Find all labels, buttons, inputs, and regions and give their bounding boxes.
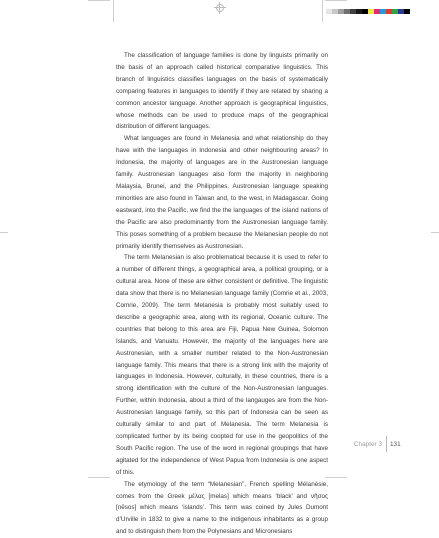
color-swatch [404,9,410,14]
page-number: 131 [390,441,401,448]
paragraph-3: The term Melanesian is also problematical because it is used to refer to a number of different things, a geographical area, a political grouping, or a cultural area. None of these are either consistent or definitive. The linguistic data show that there is no Melanesian language family (Comrie et al., 2003, Comrie, 2009). The term Melanesia is probably most suitably used to describe a geographic area, along with its regional, Oceanic culture. The countries that belong to this area are Fiji, Papua New Guinea, Solomon Islands, and Vanuatu. However, the majority of the languages here are Austronesian, with a smaller number related to the Non-Austronesian language family. This means that there is a strong link with the majority of languages in Indonesia. However, culturally, in these countries, there is a strong identification with the culture of the Non-Austronesian languages. Further, within Indonesia, about a third of the langauges are from the Non-Austronesian language family, so this part of Indonesia can be seen as culturally similar to and part of Melanesia. The term Melanesia is complicated further by its being coopted for use in the geopolitics of the South Pacific region. The use of the word in regional groupings that have agitated for the independence of West Papua from Indonesia is one aspect of this. [116,254,328,476]
crop-mark-middle-left [0,232,8,233]
print-color-bar [326,9,410,14]
crop-mark-top-left-vertical [113,0,114,22]
crop-mark-top-right-vertical [322,0,323,22]
crop-mark-middle-right [431,232,439,233]
paragraph-1: The classification of language families is done by linguists primarily on the basis of an approach called historical comparative linguistics. This branch of linguistics classifies languages on the basis of systematically comparing features in languages to identify if they are related by sharing a common ancestor language. Another approach is geographical linguistics, whose methods can be used to produce maps of the geographical distribution of different languages. [116,52,328,131]
paragraph-4: The etymology of the term “Melanesian”, French spelling Mélanésie, comes from the Greek μέλας [melas] which means ‘black’ and νῆσος [nēsos] which means ‘islands’. This term was coined by Jules Dumont d’Urville in 1832 to give a name to the indigenous inhabitants as a group and to distinguish them from the Polynesians and Micronesians [116,480,328,536]
crop-mark-bottom-left [88,477,110,478]
footer-divider [386,436,387,452]
paragraph-2: What languages are found in Melanesia and what relationship do they have with the languages in Indonesia and other neighbouring areas? In Indonesia, the majority of languages are in the Austronesian language family. Austronesian languages also form the majority in neighboring Malaysia, Brunei, and the Philippines. Austronesian language speaking minorities are also found in Taiwan and, to the west, in Madagascar. Going eastward, into the Pacific, we find the the languages of the island nations of the Pacific are also predominantly from the Austronesian language family. This poses something of a problem because the Melanesian people do not primarily identify themselves as Austronesian. [116,135,328,250]
crop-mark-bottom-right [325,477,347,478]
crop-mark-top-left-horizontal [88,0,110,1]
crop-mark-top-right-horizontal [325,0,347,1]
body-text [116,50,328,538]
registration-target-icon [214,2,226,14]
chapter-label: Chapter 3 [353,441,382,448]
